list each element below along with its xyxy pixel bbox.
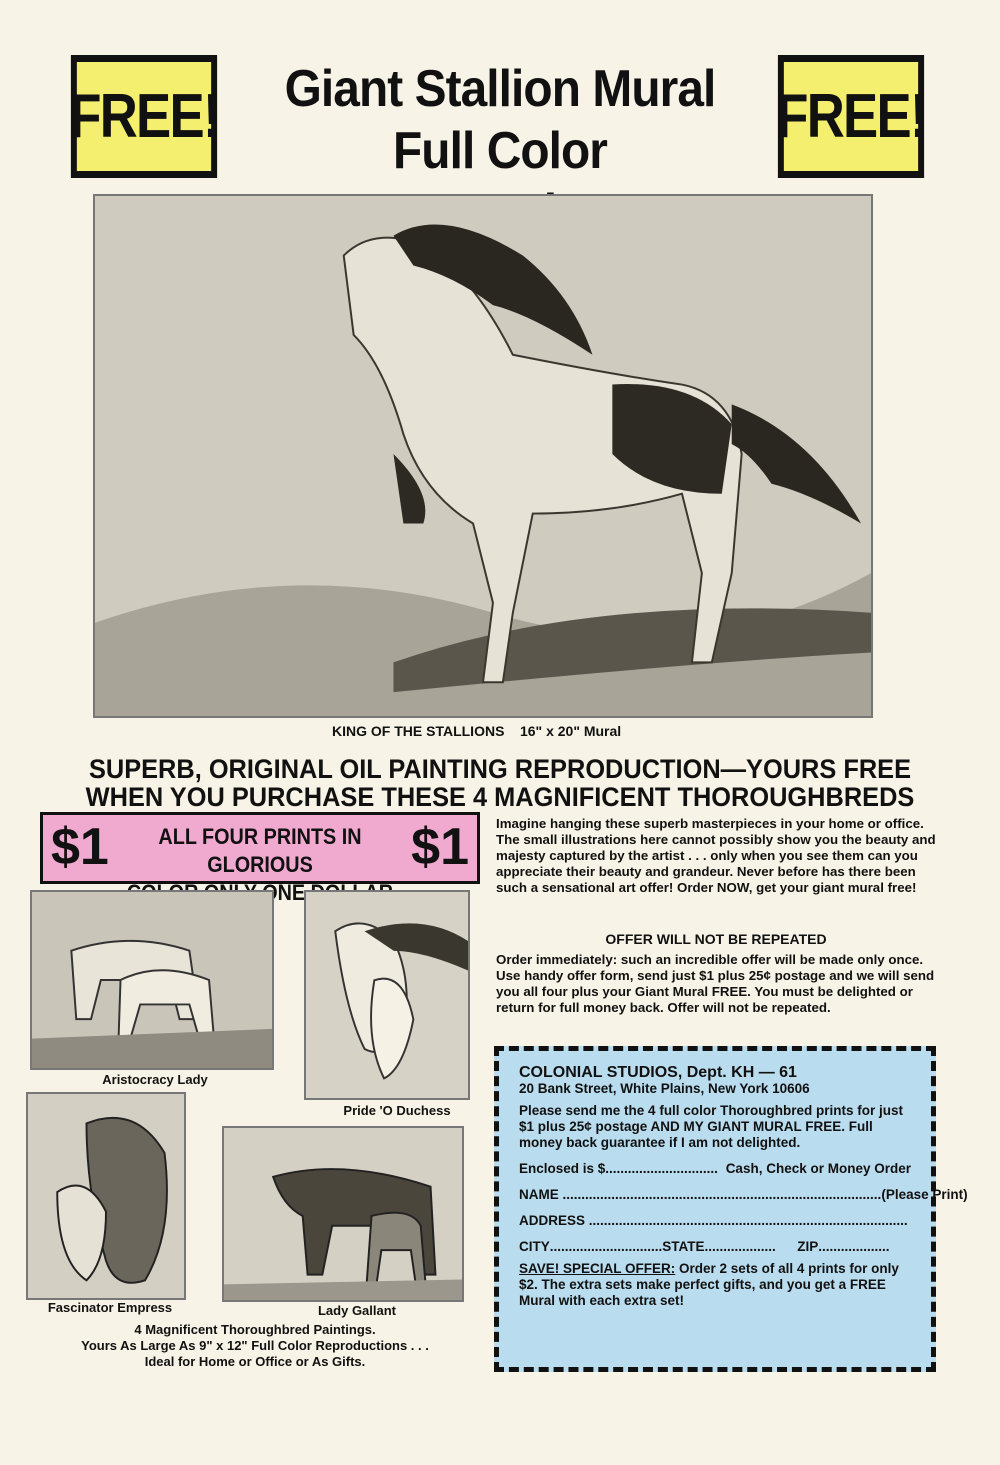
state-input[interactable]: ................... (704, 1239, 776, 1254)
coupon-request: Please send me the 4 full color Thoroughbred prints for just $1 plus 25¢ postage AND MY GIANT MURAL FREE. Full money back guarantee if I am not delighted. (519, 1103, 904, 1150)
name-suffix: (Please Print) (881, 1187, 968, 1202)
name-label: NAME (519, 1187, 559, 1202)
subheadline-line1: SUPERB, ORIGINAL OIL PAINTING REPRODUCTION—YOURS FREE (88, 754, 912, 784)
stallion-mural-image (93, 194, 873, 718)
state-label: STATE (662, 1239, 705, 1254)
city-input[interactable]: .............................. (549, 1239, 663, 1254)
price-text-line1: ALL FOUR PRINTS IN GLORIOUS (158, 824, 362, 877)
print-title-aristocracy-lady: Aristocracy Lady (102, 1072, 208, 1087)
free-badge-left-text: FREE! (69, 82, 219, 151)
address-input[interactable]: ..................................................................................... (585, 1213, 908, 1228)
prints-caption (30, 1322, 480, 1370)
coupon-address: 20 Bank Street, White Plains, New York 10606 (519, 1081, 810, 1096)
name-field[interactable] (519, 1187, 968, 1203)
print-title-pride-o-duchess: Pride 'O Duchess (343, 1103, 451, 1118)
print-title-fascinator-empress: Fascinator Empress (47, 1300, 173, 1315)
enclosed-field[interactable] (519, 1161, 911, 1177)
special-offer (519, 1261, 911, 1309)
address-label: ADDRESS (519, 1213, 586, 1228)
prints-caption-line1: 4 Magnificent Thoroughbred Paintings. (134, 1322, 376, 1337)
order-coupon (494, 1046, 968, 1372)
mural-caption (332, 723, 621, 739)
intro-copy: Imagine hanging these superb masterpieces in your home or office. The small illustrations here cannot possibly show you the beauty and majesty captured by the artist . . . only when you see them can you appreciate their beauty and grandeur. Never before has there been such a sensational art offer! Order NOW, get your giant mural free! (496, 816, 936, 895)
price-box (40, 812, 480, 905)
special-offer-text: Order 2 sets of all 4 prints for only $2. The extra sets make perfect gifts, and you get a FREE Mural with each extra set! (519, 1261, 899, 1308)
mural-caption-size: 16" x 20" Mural (519, 723, 622, 739)
prints-caption-line3: Ideal for Home or Office or As Gifts. (144, 1354, 366, 1369)
price-dollar-right: $1 (411, 818, 469, 876)
coupon-company: COLONIAL STUDIOS, Dept. KH — 61 (519, 1064, 797, 1081)
enclosed-suffix: Cash, Check or Money Order (725, 1161, 911, 1176)
enclosed-input[interactable]: .............................. (605, 1161, 718, 1176)
zip-input[interactable]: ................... (818, 1239, 890, 1254)
city-label: CITY (519, 1239, 550, 1254)
offer-heading: OFFER WILL NOT BE REPEATED (605, 931, 827, 947)
print-image-lady-gallant (222, 1126, 464, 1302)
print-image-fascinator-empress (26, 1092, 186, 1300)
free-badge-left (71, 55, 217, 178)
offer-copy: Order immediately: such an incredible offer will be made only once. Use handy offer form, send just $1 plus 25¢ postage and we will send you all four plus your Giant Mural FREE. You must be delighted or return for full money back. Offer will not be repeated. (496, 952, 935, 1015)
zip-label: ZIP (797, 1239, 819, 1254)
print-image-pride-o-duchess (304, 890, 470, 1100)
address-field[interactable] (519, 1213, 911, 1229)
name-input[interactable]: ..................................................................................... (558, 1187, 882, 1202)
print-title-lady-gallant: Lady Gallant (317, 1303, 397, 1318)
prints-caption-line2: Yours As Large As 9" x 12" Full Color Reproductions . . . (81, 1338, 429, 1353)
print-image-aristocracy-lady (30, 890, 274, 1070)
price-text-line2: ONE (262, 880, 306, 905)
free-badge-right (778, 55, 924, 178)
city-state-zip-field[interactable] (519, 1239, 911, 1255)
headline-line1: Giant Stallion Mural (284, 60, 716, 118)
price-dollar-left: $1 (51, 818, 109, 876)
subheadline-line2: WHEN YOU PURCHASE THESE 4 MAGNIFICENT THOROUGHBREDS (85, 782, 915, 812)
special-offer-label: SAVE! SPECIAL OFFER: (519, 1261, 676, 1276)
enclosed-label: Enclosed is $ (519, 1161, 606, 1176)
free-badge-right-text: FREE! (776, 82, 926, 151)
headline-line2: Full Color (392, 122, 608, 180)
mural-caption-name: KING OF THE STALLIONS (332, 723, 505, 739)
